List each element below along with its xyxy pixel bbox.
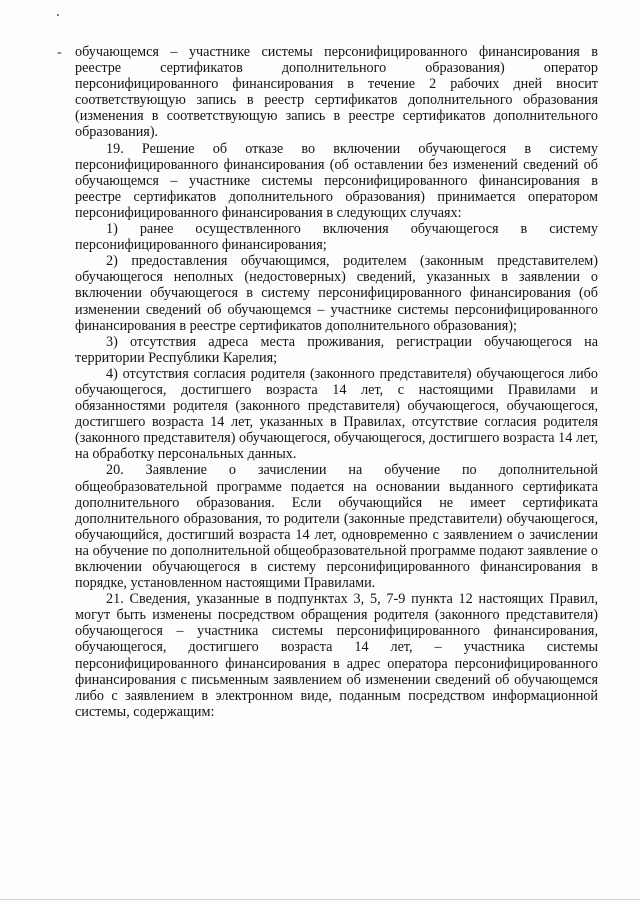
page-bottom-edge [0, 899, 640, 900]
paragraph-19: 19. Решение об отказе во включении обучающегося в систему персонифицированного финансирования (об оставлении без изменений сведений об обучающемся – участнике системы персонифицированного финансирования в реестре сертификатов дополнительного образования) принимается оператором персонифицированного финансирования в следующих случаях: [75, 140, 598, 221]
margin-mark: - [57, 45, 62, 60]
paragraph-20: 20. Заявление о зачислении на обучение по дополнительной общеобразовательной программе подается на основании выданного сертификата дополнительного образования. Если обучающийся не имеет сертификата дополнительного образования, то родители (законные представители) обучающегося, обучающийся, достигший возраста 14 лет, одновременно с заявлением о зачислении на обучение по дополнительной общеобразовательной программе подают заявление о включении обучающегося в систему персонифицированного финансирования в порядке, установленном настоящими Правилами. [75, 462, 598, 592]
list-item-2: 2) предоставления обучающимся, родителем (законным представителем) обучающегося неполных (недостоверных) сведений, указанных в заявлении о включении обучающегося в систему персонифицированного финансирования (об изменении сведений об обучающемся – участнике системы персонифицированного финансирования в реестре сертификатов дополнительного образования); [75, 253, 598, 334]
paragraph-continuation: обучающемся – участнике системы персонифицированного финансирования в реестре сертификатов дополнительного образования) оператор персонифицированного финансирования в течение 2 рабочих дней вносит соответствующую запись в реестр сертификатов дополнительного образования (изменения в соответствующую запись в реестре сертификатов дополнительного образования). [75, 44, 598, 141]
paragraph-21: 21. Сведения, указанные в подпунктах 3, 5, 7-9 пункта 12 настоящих Правил, могут быть изменены посредством обращения родителя (законного представителя) обучающегося – участника системы персонифицированного финансирования, обучающегося, достигшего возраста 14 лет, – участника системы персонифицированного финансирования в адрес оператора персонифицированного финансирования с письменным заявлением об изменении сведений об обучающемся либо с заявлением в электронном виде, поданным посредством информационной системы, содержащим: [75, 591, 598, 720]
list-item-3: 3) отсутствия адреса места проживания, регистрации обучающегося на территории Республики Карелия; [75, 333, 598, 366]
list-item-1: 1) ранее осуществленного включения обучающегося в систему персонифицированного финансирования; [75, 221, 598, 254]
document-body [75, 44, 598, 720]
list-item-4: 4) отсутствия согласия родителя (законного представителя) обучающегося либо обучающегося, достигшего возраста 14 лет, с настоящими Правилами и обязанностями родителя (законного представителя) обучающегося, обучающегося, достигшего возраста 14 лет, указанных в Правилах, отсутствие согласия родителя (законного представителя) обучающегося, обучающегося, достигшего возраста 14 лет, на обработку персональных данных. [75, 365, 598, 463]
scan-speck [57, 14, 59, 16]
